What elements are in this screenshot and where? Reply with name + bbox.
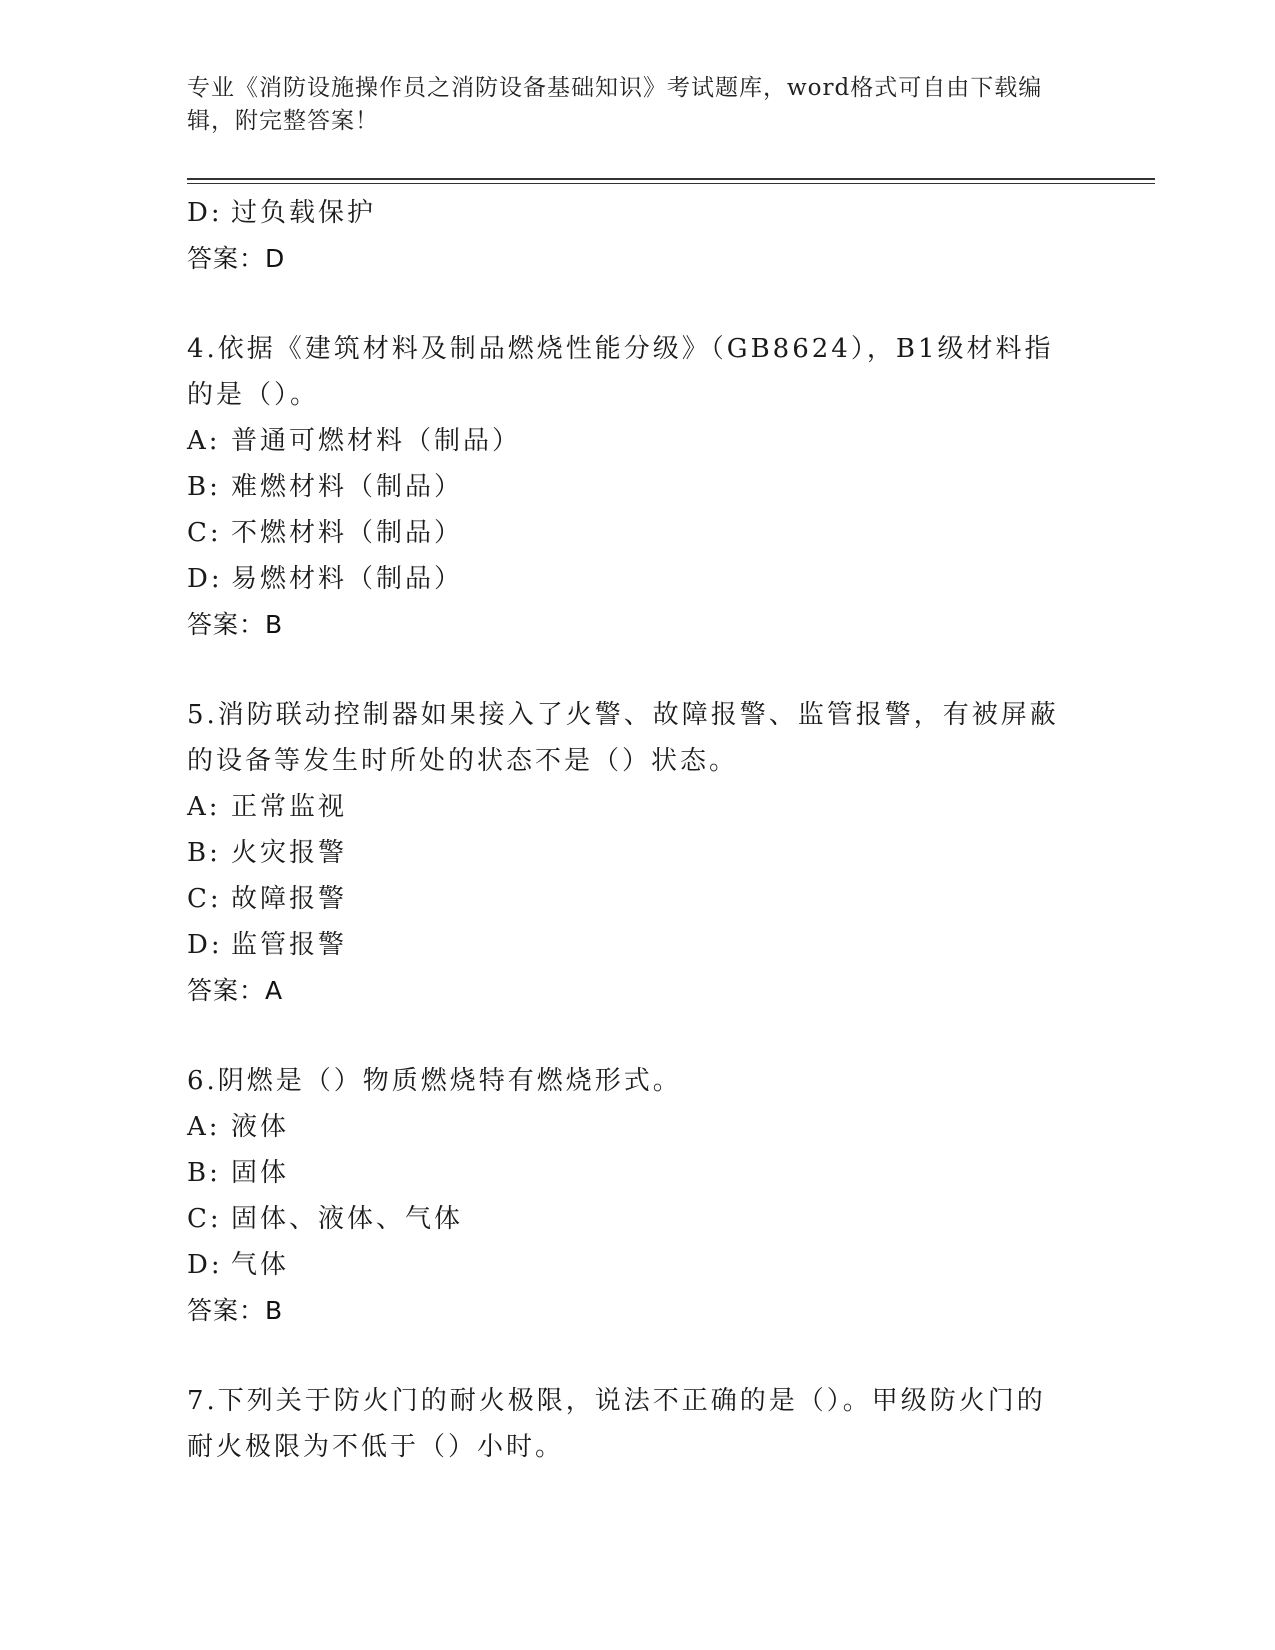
option-d: D: 易燃材料（制品） <box>187 564 464 594</box>
option-b: B: 火灾报警 <box>187 838 348 868</box>
question-7-text: 7.下列关于防火门的耐火极限，说法不正确的是（）。甲级防火门的耐火极限为不低于（）小时。 <box>187 1386 1046 1462</box>
answer-line: 答案：B <box>187 610 284 639</box>
option-c: C: 固体、液体、气体 <box>187 1204 464 1234</box>
option-c: C: 不燃材料（制品） <box>187 518 464 548</box>
option-b: B: 难燃材料（制品） <box>187 472 464 502</box>
document-header: 专业《消防设施操作员之消防设备基础知识》考试题库，word格式可自由下载编辑，附完整答案！ <box>187 75 1043 134</box>
header-rule-thin <box>187 183 1155 184</box>
question-content <box>187 190 1067 1470</box>
option-a: A: 液体 <box>187 1112 290 1142</box>
header-rule-thick <box>187 178 1155 180</box>
question-5-text: 5.消防联动控制器如果接入了火警、故障报警、监管报警，有被屏蔽的设备等发生时所处的状态不是（）状态。 <box>187 700 1059 776</box>
option-d: D: 气体 <box>187 1250 290 1280</box>
option-b: B: 固体 <box>187 1158 290 1188</box>
option-d: D: 过负载保护 <box>187 198 377 228</box>
option-a: A: 正常监视 <box>187 792 348 822</box>
option-a: A: 普通可燃材料（制品） <box>187 426 522 456</box>
answer-line: 答案：A <box>187 976 284 1005</box>
answer-line: 答案：B <box>187 1296 284 1325</box>
question-4-text: 4.依据《建筑材料及制品燃烧性能分级》（GB8624），B1级材料指的是（）。 <box>187 334 1054 410</box>
option-d: D: 监管报警 <box>187 930 348 960</box>
question-6-text: 6.阴燃是（）物质燃烧特有燃烧形式。 <box>187 1066 682 1096</box>
answer-line: 答案：D <box>187 244 286 273</box>
option-c: C: 故障报警 <box>187 884 348 914</box>
